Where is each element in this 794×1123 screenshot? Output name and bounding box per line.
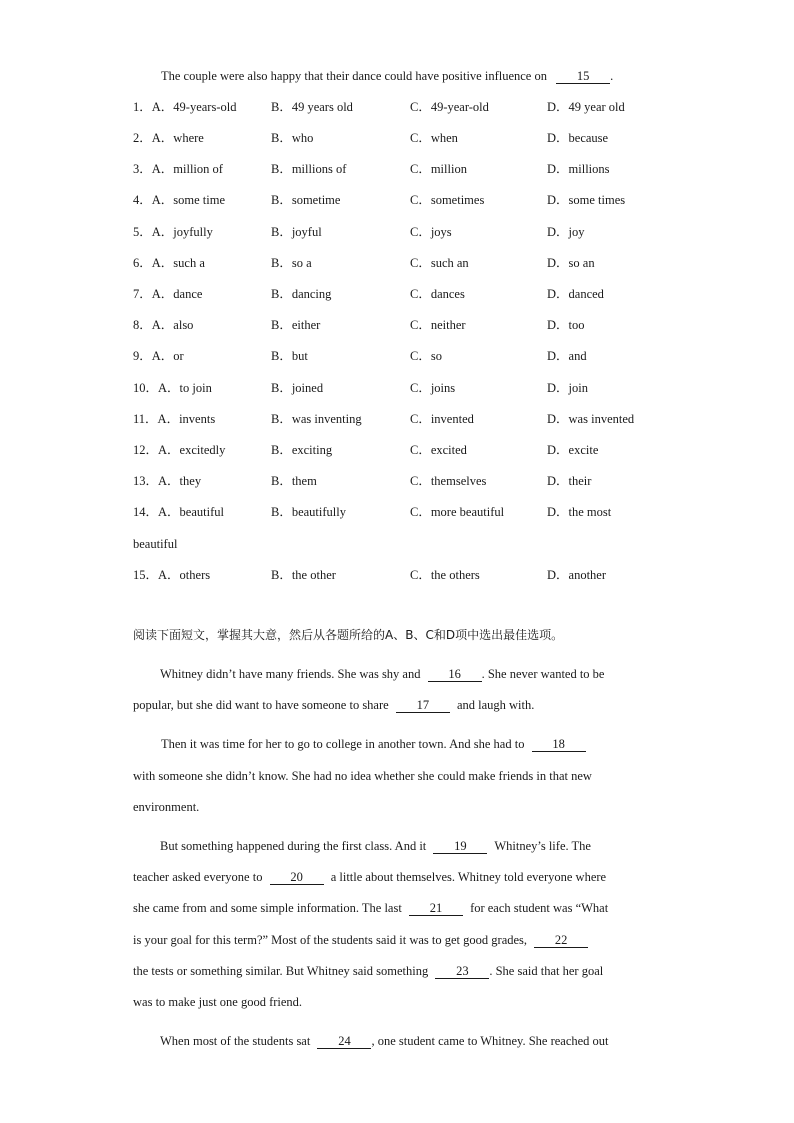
intro-sentence (161, 68, 613, 84)
option-text: C．dances (410, 287, 465, 301)
option-text: A．they (158, 474, 202, 488)
p4-text-b: , one student came to Whitney. She reached out (371, 1034, 609, 1048)
answer-option[interactable] (133, 192, 225, 208)
blank-22: 22 (534, 933, 588, 948)
answer-option[interactable] (410, 442, 467, 458)
answer-option[interactable] (547, 99, 625, 115)
option-text: C．so (410, 349, 442, 363)
question-number: 5． (133, 225, 152, 239)
option-text: A．million of (151, 162, 223, 176)
option-text: D．millions (547, 162, 610, 176)
question-row (133, 317, 673, 333)
p3-text-f: for each student was “What (470, 901, 609, 915)
blank-18: 18 (532, 737, 586, 752)
option-text: A．to join (158, 381, 212, 395)
option-text: C．neither (410, 318, 466, 332)
answer-option[interactable] (133, 380, 212, 396)
passage-p2-line1 (161, 736, 586, 752)
answer-option[interactable] (410, 473, 486, 489)
option-text: D．some times (547, 193, 626, 207)
option-text: B．beautifully (271, 505, 346, 519)
answer-option[interactable] (547, 255, 595, 271)
answer-option[interactable] (271, 286, 331, 302)
option-text: C．when (410, 131, 458, 145)
option-text: A．others (158, 568, 211, 582)
blank-19: 19 (433, 839, 487, 854)
p3-text-h: the tests or something similar. But Whitney said something (133, 964, 429, 978)
option-text: A．invents (157, 412, 216, 426)
answer-option[interactable] (547, 442, 598, 458)
answer-option[interactable] (547, 348, 587, 364)
p1-text-b: . She never wanted to be (481, 667, 605, 681)
option-text: A．where (151, 131, 204, 145)
option-text: B．so a (271, 256, 312, 270)
answer-option[interactable] (133, 130, 204, 146)
answer-option[interactable] (547, 286, 604, 302)
option-text: D．49 year old (547, 100, 625, 114)
question-row (133, 380, 673, 396)
answer-option[interactable] (133, 442, 225, 458)
question-number: 9． (133, 349, 152, 363)
option-text: B．them (271, 474, 317, 488)
question-number: 10． (133, 381, 159, 395)
option-text: D．the most (547, 505, 612, 519)
intro-tail: . (610, 69, 614, 83)
question-number: 14． (133, 505, 159, 519)
blank-17: 17 (396, 698, 450, 713)
answer-option[interactable] (271, 130, 313, 146)
answer-option[interactable] (133, 255, 205, 271)
option-text: A．or (151, 349, 184, 363)
option-text: B．either (271, 318, 321, 332)
passage-p3-line3 (133, 900, 608, 916)
answer-option[interactable] (271, 99, 353, 115)
answer-option[interactable] (410, 411, 474, 427)
question-row (133, 504, 673, 520)
answer-option[interactable] (133, 473, 201, 489)
question-number: 15． (133, 568, 159, 582)
option-text: D．their (547, 474, 592, 488)
answer-option[interactable] (547, 130, 608, 146)
question-number: 13． (133, 474, 159, 488)
p3-text-a: But something happened during the first class. And it (160, 839, 427, 853)
answer-option[interactable] (410, 255, 469, 271)
answer-option[interactable] (133, 286, 202, 302)
question-row (133, 442, 673, 458)
option-text: C．sometimes (410, 193, 485, 207)
question-row (133, 411, 673, 427)
question-number: 7． (133, 287, 152, 301)
passage-p3-line6: was to make just one good friend. (133, 995, 303, 1009)
answer-option[interactable] (547, 411, 634, 427)
answer-option[interactable] (547, 504, 611, 520)
p3-text-g: is your goal for this term?” Most of the students said it was to get good grades, (133, 933, 528, 947)
answer-option[interactable] (271, 317, 320, 333)
answer-option[interactable] (410, 380, 455, 396)
p3-text-d: a little about themselves. Whitney told everyone where (330, 870, 607, 884)
option-text: A．excitedly (158, 443, 226, 457)
option-text: C．invented (410, 412, 474, 426)
option-text: B．sometime (271, 193, 341, 207)
option-text: D．and (547, 349, 587, 363)
answer-option[interactable] (271, 224, 322, 240)
question-number: 3． (133, 162, 152, 176)
passage-p1-line1 (160, 666, 605, 682)
option-text: C．themselves (410, 474, 487, 488)
answer-option[interactable] (547, 317, 585, 333)
question-row (133, 224, 673, 240)
option-text: D．because (547, 131, 609, 145)
question-row (133, 473, 673, 489)
answer-option[interactable] (547, 567, 606, 583)
answer-option[interactable] (271, 504, 346, 520)
option-text: B．who (271, 131, 314, 145)
question-row (133, 567, 673, 583)
answer-option[interactable] (133, 99, 236, 115)
option-text: B．was inventing (271, 412, 362, 426)
question-number: 6． (133, 256, 152, 270)
option-text: D．was invented (547, 412, 635, 426)
option-text: B．joined (271, 381, 324, 395)
answer-option[interactable] (271, 192, 340, 208)
p1-text-d: and laugh with. (456, 698, 535, 712)
option-text: B．exciting (271, 443, 333, 457)
answer-option[interactable] (410, 286, 465, 302)
p4-text-a: When most of the students sat (160, 1034, 311, 1048)
option-text: D．too (547, 318, 585, 332)
option-text: C．more beautiful (410, 505, 505, 519)
answer-option[interactable] (271, 567, 336, 583)
answer-option[interactable] (133, 161, 223, 177)
p3-text-e: she came from and some simple information. The last (133, 901, 402, 915)
option-text: C．joins (410, 381, 456, 395)
answer-option[interactable] (410, 504, 504, 520)
answer-option[interactable] (547, 161, 610, 177)
option-text: C．million (410, 162, 467, 176)
answer-option[interactable] (547, 224, 585, 240)
answer-option[interactable] (271, 473, 317, 489)
passage-p3-line2 (133, 869, 606, 885)
passage-p2-line3: environment. (133, 800, 200, 814)
question-row (133, 348, 673, 364)
answer-option[interactable] (410, 161, 467, 177)
answer-option[interactable] (133, 348, 184, 364)
option-text: C．49-year-old (410, 100, 489, 114)
answer-option[interactable] (410, 130, 458, 146)
option-text: D．so an (547, 256, 595, 270)
answer-option[interactable] (271, 161, 346, 177)
option-text: B．the other (271, 568, 336, 582)
question-number: 4． (133, 193, 152, 207)
question-number: 11． (133, 412, 158, 426)
option-text: D．join (547, 381, 588, 395)
option-text: B．49 years old (271, 100, 353, 114)
passage-p3-line5 (133, 963, 603, 979)
p3-text-c: teacher asked everyone to (133, 870, 263, 884)
option-text: A．some time (151, 193, 226, 207)
answer-option[interactable] (410, 317, 466, 333)
p3-text-b: Whitney’s life. The (494, 839, 591, 853)
intro-text: The couple were also happy that their dance could have positive influence on (161, 69, 547, 83)
blank-20: 20 (270, 870, 324, 885)
question-number: 1． (133, 100, 152, 114)
passage-p3-line4 (133, 932, 588, 948)
question-row (133, 161, 673, 177)
answer-option[interactable] (547, 192, 625, 208)
answer-option[interactable] (410, 348, 442, 364)
blank-21: 21 (409, 901, 463, 916)
answer-option[interactable] (410, 99, 489, 115)
answer-option[interactable] (547, 380, 588, 396)
option-text: D．danced (547, 287, 604, 301)
option-text: D．another (547, 568, 607, 582)
answer-option[interactable] (410, 567, 480, 583)
question-row (133, 130, 673, 146)
blank-16: 16 (428, 667, 482, 682)
question-row (133, 192, 673, 208)
answer-option[interactable] (271, 348, 308, 364)
passage-p3-line1 (160, 838, 591, 854)
answer-option[interactable] (133, 411, 215, 427)
blank-24: 24 (317, 1034, 371, 1049)
answer-option[interactable] (410, 192, 484, 208)
passage-p1-line2 (133, 697, 534, 713)
option-text: B．millions of (271, 162, 347, 176)
answer-option[interactable] (133, 317, 193, 333)
option-text: D．joy (547, 225, 585, 239)
option-text: B．dancing (271, 287, 332, 301)
option-text: D．excite (547, 443, 599, 457)
question-row (133, 255, 673, 271)
answer-option[interactable] (271, 255, 312, 271)
question-row (133, 286, 673, 302)
option-text: B．but (271, 349, 308, 363)
option-text: C．joys (410, 225, 452, 239)
answer-option[interactable] (133, 567, 210, 583)
answer-option[interactable] (133, 504, 224, 520)
option-text: C．such an (410, 256, 469, 270)
passage-p4-line1 (160, 1033, 609, 1049)
answer-option[interactable] (271, 411, 362, 427)
option-text: A．such a (151, 256, 205, 270)
option-text: A．joyfully (151, 225, 213, 239)
question-number: 2． (133, 131, 152, 145)
answer-option[interactable] (271, 442, 332, 458)
answer-option[interactable] (271, 380, 323, 396)
question-number: 8． (133, 318, 152, 332)
blank-23: 23 (435, 964, 489, 979)
question-row (133, 99, 673, 115)
blank-15: 15 (556, 69, 610, 84)
answer-option[interactable] (410, 224, 452, 240)
option-text: A．dance (151, 287, 203, 301)
q14-wrap-text: beautiful (133, 537, 178, 551)
passage-p2-line2: with someone she didn’t know. She had no idea whether she could make friends in that new (133, 769, 592, 783)
option-text: B．joyful (271, 225, 322, 239)
question-number: 12． (133, 443, 159, 457)
answer-option[interactable] (133, 224, 213, 240)
p1-text-a: Whitney didn’t have many friends. She was shy and (160, 667, 421, 681)
option-text: C．the others (410, 568, 480, 582)
answer-option[interactable] (547, 473, 591, 489)
option-text: C．excited (410, 443, 467, 457)
p1-text-c: popular, but she did want to have someone to share (133, 698, 389, 712)
section-instruction: 阅读下面短文，掌握其大意，然后从各题所给的A、B、C和D项中选出最佳选项。 (133, 628, 564, 642)
p2-text-a: Then it was time for her to go to college in another town. And she had to (161, 737, 525, 751)
p3-text-i: . She said that her goal (489, 964, 604, 978)
option-text: A．49-years-old (151, 100, 237, 114)
option-text: A．beautiful (158, 505, 224, 519)
option-text: A．also (151, 318, 194, 332)
